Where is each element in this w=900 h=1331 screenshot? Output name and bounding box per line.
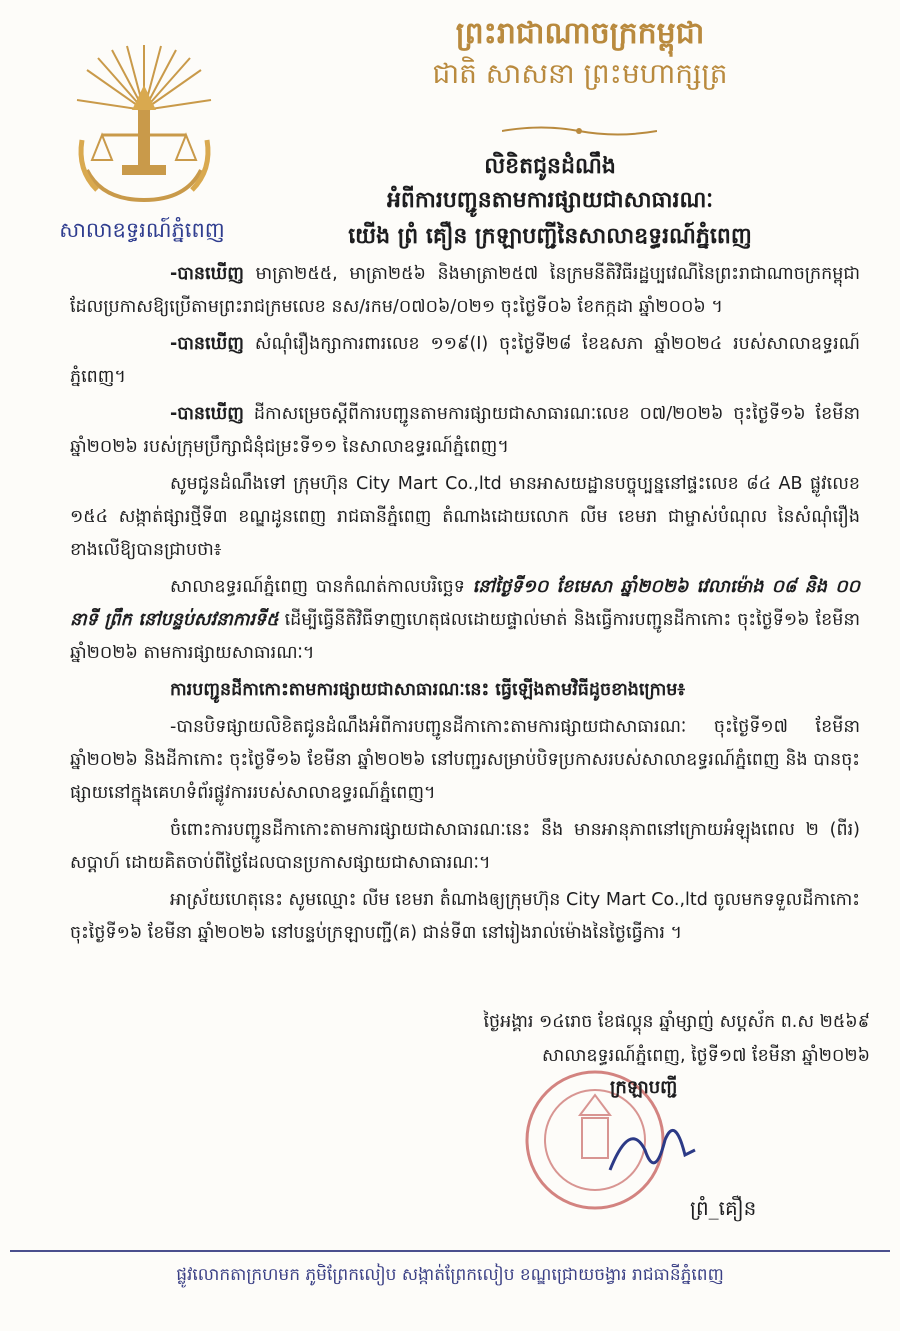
paragraph-6: ការបញ្ជូនដីកាកោះតាមការផ្សាយជាសាធារណៈនេះ ធ្វើឡើងតាមវិធីដូចខាងក្រោម៖ bbox=[170, 680, 686, 700]
signatory-title: ក្រឡាបញ្ជី bbox=[610, 1077, 678, 1098]
national-motto: ជាតិ សាសនា ព្រះមហាក្សត្រ bbox=[432, 57, 728, 90]
solar-date: សាលាឧទ្ធរណ៍ភ្នំពេញ, ថ្ងៃទី១៧ ខែមីនា ឆ្នាំ២០២៦ bbox=[542, 1046, 870, 1066]
footer-divider bbox=[10, 1250, 890, 1252]
title-subject: អំពីការបញ្ជូនតាមការផ្សាយជាសាធារណៈ bbox=[386, 188, 714, 213]
signatory-name: ព្រំ_គឿន bbox=[690, 1196, 757, 1220]
paragraph-4: សូមជូនដំណឹងទៅ ក្រុមហ៊ុន City Mart Co.,ltd មានអាសយដ្ឋានបច្ចុប្បន្ននៅផ្ទះលេខ ៨៤ AB ផ្លូវលេខ ១៥៤ សង្កាត់ផ្សារថ្មីទី៣ ខណ្ឌដូនពេញ រាជធានីភ្នំពេញ តំណាងដោយលោក លីម ខេមរា ជាម្ចាស់បំណុល នៃសំណុំរឿងខាងលើឱ្យបានជ្រាបថា៖ bbox=[70, 474, 860, 560]
document-title bbox=[170, 150, 900, 256]
ornament-divider-icon bbox=[502, 124, 657, 138]
paragraph-2: -បានឃើញ សំណុំរឿងក្សាការពារលេខ ១១៩(I) ចុះថ្ងៃទី២៨ ខែឧសភា ឆ្នាំ២០២៤ របស់សាលាឧទ្ធរណ៍ភ្នំពេញ។ bbox=[70, 334, 860, 387]
handwritten-signature-icon bbox=[600, 1110, 700, 1190]
kingdom-title: ព្រះរាជាណាចក្រកម្ពុជា bbox=[455, 16, 705, 51]
paragraph-8: ចំពោះការបញ្ជូនដីកាកោះតាមការផ្សាយជាសាធារណៈនេះ នឹង មានអានុភាពនៅក្រោយអំឡុងពេល ២ (ពីរ) សប្ដាហ៍ ដោយគិតចាប់ពីថ្ងៃដែលបានប្រកាសផ្សាយជាសាធារណៈ។ bbox=[70, 820, 860, 873]
paragraph-5: សាលាឧទ្ធរណ៍ភ្នំពេញ បានកំណត់កាលបរិច្ឆេទ នៅថ្ងៃទី១០ ខែមេសា ឆ្នាំ២០២៦ វេលាម៉ោង ០៨ និង ០០ នាទី ព្រឹក នៅបន្ទប់សវនាការទី៥ ដើម្បីធ្វើនីតិវិធីទាញហេតុផលដោយផ្ទាល់មាត់ និងធ្វើការបញ្ជូនដីកាកោះ ចុះថ្ងៃទី១៦ ខែមីនា ឆ្នាំ២០២៦ តាមការផ្សាយសាធារណៈ។ bbox=[70, 577, 860, 663]
footer-address: ផ្លូវលោកតាក្រហមក ភូមិព្រែកលៀប សង្កាត់ព្រែកលៀប ខណ្ឌជ្រោយចង្វារ រាជធានីភ្នំពេញ bbox=[176, 1265, 724, 1285]
lunar-date: ថ្ងៃអង្គារ ១៤រោច ខែផល្គុន ឆ្នាំម្សាញ់ សប្ដស័ក ព.ស ២៥៦៩ bbox=[483, 1012, 870, 1032]
court-name: សាលាឧទ្ធរណ៍ភ្នំពេញ bbox=[59, 218, 225, 242]
paragraph-7: -បានបិទផ្សាយលិខិតជូនដំណឹងអំពីការបញ្ជូនដីកាកោះតាមការផ្សាយជាសាធារណៈ ចុះថ្ងៃទី១៧ ខែមីនា ឆ្នាំ២០២៦ និងដីកាកោះ ចុះថ្ងៃទី១៦ ខែមីនា ឆ្នាំ២០២៦ នៅបញ្ជរសម្រាប់បិទប្រកាសរបស់សាលាឧទ្ធរណ៍ភ្នំពេញ និង បានចុះផ្សាយនៅក្នុងគេហទំព័រផ្លូវការរបស់សាលាឧទ្ធរណ៍ភ្នំពេញ។ bbox=[70, 717, 860, 803]
paragraph-3: -បានឃើញ ដីកាសម្រេចស្ដីពីការបញ្ជូនតាមការផ្សាយជាសាធារណៈលេខ ០៧/២០២៦ ចុះថ្ងៃទី១៦ ខែមីនា ឆ្នាំ២០២៦ របស់ក្រុមប្រឹក្សាជំនុំជម្រះទី១១ នៃសាលាឧទ្ធរណ៍ភ្នំពេញ។ bbox=[70, 404, 860, 457]
paragraph-9: អាស្រ័យហេតុនេះ សូមឈ្មោះ លីម ខេមរា តំណាងឲ្យក្រុមហ៊ុន City Mart Co.,ltd ចូលមកទទួលដីកាកោះ ចុះថ្ងៃទី១៦ ខែមីនា ឆ្នាំ២០២៦ នៅបន្ទប់ក្រឡាបញ្ជី(គ) ជាន់ទី៣ នៅរៀងរាល់ម៉ោងនៃថ្ងៃធ្វើការ ។ bbox=[70, 890, 860, 943]
date-block bbox=[400, 1005, 870, 1073]
document-body bbox=[70, 258, 860, 954]
title-issuer: យើង ព្រំ គឿន ក្រឡាបញ្ជីនៃសាលាឧទ្ធរណ៍ភ្នំពេញ bbox=[348, 224, 752, 249]
paragraph-1: -បានឃើញ មាត្រា២៥៥, មាត្រា២៥៦ និងមាត្រា២៥៧ នៃក្រមនីតិវិធីរដ្ឋប្បវេណីនៃព្រះរាជាណាចក្រកម្ពុជា ដែលប្រកាសឱ្យប្រើតាមព្រះរាជក្រមលេខ នស/រកម/០៧០៦/០២១ ចុះថ្ងៃទី០៦ ខែកក្កដា ឆ្នាំ២០០៦ ។ bbox=[70, 264, 860, 317]
title-notice: លិខិតជូនដំណឹង bbox=[484, 154, 616, 179]
